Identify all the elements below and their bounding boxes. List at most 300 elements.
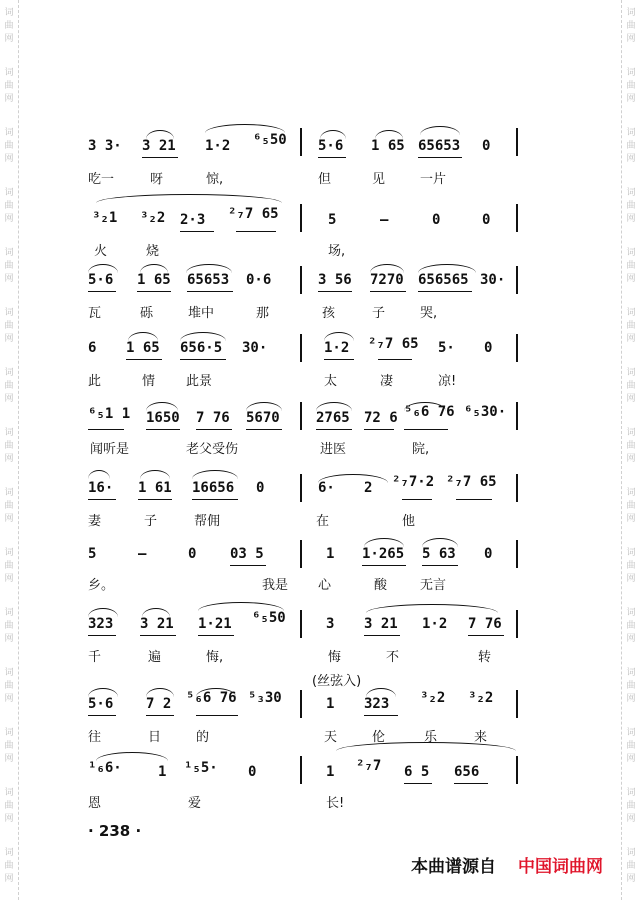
note-group: 656565	[418, 272, 469, 288]
lyric: 堆中	[188, 306, 215, 321]
watermark-glyph: 网	[4, 154, 14, 164]
lyric: 转	[478, 650, 492, 665]
watermark-glyph: 曲	[4, 381, 14, 391]
note-group: ²₇7	[356, 758, 382, 774]
watermark-glyph: 词	[626, 128, 636, 138]
watermark-glyph: 网	[626, 874, 636, 884]
watermark-glyph: 词	[4, 188, 14, 198]
beam	[196, 429, 232, 430]
watermark-glyph: 词	[4, 608, 14, 618]
note-group: 0	[188, 546, 197, 562]
note-group: 1·2	[324, 340, 350, 356]
bar-line	[300, 756, 302, 784]
lyric: 孩	[322, 306, 336, 321]
note-group: –	[380, 212, 389, 228]
lyric: 此景	[186, 374, 213, 389]
score-row	[0, 402, 640, 468]
lyric: 妻	[88, 514, 102, 529]
note-group: 1 65	[371, 138, 405, 154]
note-group: 16·	[88, 480, 114, 496]
note-group: ⁶₅50	[253, 132, 287, 148]
watermark-glyph: 词	[4, 848, 14, 858]
watermark-glyph: 网	[626, 34, 636, 44]
watermark-glyph: 词	[626, 68, 636, 78]
watermark-glyph: 网	[4, 694, 14, 704]
watermark-glyph: 网	[626, 334, 636, 344]
beam	[230, 565, 266, 566]
watermark-glyph: 词	[4, 68, 14, 78]
lyric: 惊,	[206, 172, 224, 187]
lyric: 见	[372, 172, 386, 187]
note-group: 1 65	[126, 340, 160, 356]
beam	[88, 291, 116, 292]
watermark-glyph: 网	[626, 574, 636, 584]
note-group: 3 56	[318, 272, 352, 288]
watermark-glyph: 曲	[626, 21, 636, 31]
lyric: 情	[142, 374, 156, 389]
lyric: 凄	[380, 374, 394, 389]
lyric: 日	[148, 730, 162, 745]
beam	[246, 429, 282, 430]
watermark-glyph: 词	[626, 548, 636, 558]
note-group: 2765	[316, 410, 350, 426]
beam	[138, 499, 172, 500]
note-group: 0	[484, 340, 493, 356]
watermark-glyph: 词	[4, 548, 14, 558]
watermark-glyph: 词	[4, 668, 14, 678]
beam	[198, 635, 234, 636]
note-group: 656	[454, 764, 480, 780]
slur	[316, 402, 352, 411]
lyric: 悔	[328, 650, 342, 665]
watermark-glyph: 网	[626, 214, 636, 224]
beam	[422, 565, 458, 566]
note-group: 65653	[418, 138, 461, 154]
beam	[316, 429, 352, 430]
watermark-glyph: 网	[626, 274, 636, 284]
lyric: 帮佣	[194, 514, 221, 529]
slur	[324, 332, 354, 341]
watermark-glyph: 曲	[4, 261, 14, 271]
note-group: 1	[326, 696, 335, 712]
slur	[88, 688, 118, 697]
note-group: ⁵₆6 76	[404, 404, 455, 420]
lyric: 吃一	[88, 172, 115, 187]
note-group: ¹₆6·	[88, 760, 122, 776]
watermark-glyph: 词	[4, 128, 14, 138]
lyric: 来	[474, 730, 488, 745]
slur	[146, 402, 178, 411]
slur	[370, 264, 404, 273]
lyric: 伦	[372, 730, 386, 745]
bar-line	[516, 540, 518, 568]
watermark-glyph: 曲	[626, 861, 636, 871]
beam	[318, 291, 352, 292]
watermark-glyph: 词	[4, 248, 14, 258]
beam	[468, 635, 504, 636]
slur	[205, 124, 285, 133]
note-group: 5	[328, 212, 337, 228]
lyric: 他	[402, 514, 416, 529]
note-group: ²₇7 65	[368, 336, 419, 352]
beam	[418, 157, 462, 158]
beam	[180, 231, 214, 232]
note-group: –	[138, 546, 147, 562]
lyric: 无言	[420, 578, 447, 593]
beam	[126, 359, 162, 360]
watermark-glyph: 词	[626, 848, 636, 858]
beam	[180, 359, 226, 360]
bar-line	[516, 128, 518, 156]
watermark-glyph: 曲	[626, 681, 636, 691]
watermark-glyph: 网	[4, 214, 14, 224]
bar-line	[516, 756, 518, 784]
note-group: ⁶₅30·	[464, 404, 507, 420]
note-group: 6	[88, 340, 97, 356]
lyric: 的	[196, 730, 210, 745]
watermark-glyph: 曲	[4, 861, 14, 871]
note-group: ⁵₃30	[248, 690, 282, 706]
beam	[370, 291, 406, 292]
score-row	[0, 688, 640, 754]
watermark-glyph: 网	[626, 814, 636, 824]
beam	[364, 429, 394, 430]
note-group: 1 65	[137, 272, 171, 288]
bar-line	[300, 474, 302, 502]
lyric: 此	[88, 374, 102, 389]
watermark-glyph: 曲	[4, 801, 14, 811]
note-group: 1·2	[205, 138, 231, 154]
watermark-glyph: 曲	[4, 501, 14, 511]
note-group: 1·265	[362, 546, 405, 562]
watermark-glyph: 曲	[4, 81, 14, 91]
note-group: ²₇7 65	[446, 474, 497, 490]
beam	[318, 157, 346, 158]
lyric: 乡。	[88, 578, 115, 593]
watermark-glyph: 曲	[626, 501, 636, 511]
note-group: 1	[326, 546, 335, 562]
note-group: 7 2	[146, 696, 172, 712]
lyric: 瓦	[88, 306, 102, 321]
lyric: 老父受伤	[186, 442, 239, 457]
slur	[180, 332, 226, 341]
watermark-glyph: 曲	[4, 441, 14, 451]
lyric: 爱	[188, 796, 202, 811]
watermark-glyph: 曲	[626, 441, 636, 451]
score-row	[0, 266, 640, 332]
beam	[324, 359, 354, 360]
watermark-glyph: 曲	[4, 621, 14, 631]
bar-line	[300, 610, 302, 638]
slur	[366, 688, 396, 697]
beam	[88, 635, 116, 636]
score-row	[0, 540, 640, 606]
beam	[146, 429, 180, 430]
lyric: 闻听是	[90, 442, 130, 457]
note-group: 7270	[370, 272, 404, 288]
note-group: 0	[432, 212, 441, 228]
watermark-glyph: 词	[626, 248, 636, 258]
beam	[196, 715, 238, 716]
watermark-glyph: 词	[626, 668, 636, 678]
note-group: ³₂2	[420, 690, 446, 706]
note-group: 6 5	[404, 764, 430, 780]
watermark-glyph: 网	[4, 634, 14, 644]
watermark-glyph: 曲	[4, 741, 14, 751]
watermark-glyph: 网	[626, 154, 636, 164]
lyric: 遍	[148, 650, 162, 665]
beam	[402, 499, 432, 500]
beam	[187, 291, 233, 292]
lyric: 酸	[374, 578, 388, 593]
watermark-glyph: 曲	[4, 201, 14, 211]
watermark-glyph: 网	[4, 334, 14, 344]
note-group: ²₇7·2	[392, 474, 435, 490]
bar-line	[300, 334, 302, 362]
watermark-glyph: 网	[626, 454, 636, 464]
beam	[142, 157, 178, 158]
note-group: 3 21	[364, 616, 398, 632]
note-group: ¹₅5·	[184, 760, 218, 776]
note-group: 1650	[146, 410, 180, 426]
note-group: 16656	[192, 480, 235, 496]
note-group: 5670	[246, 410, 280, 426]
score-row	[0, 608, 640, 674]
note-group: 3 3·	[88, 138, 122, 154]
watermark-glyph: 词	[626, 188, 636, 198]
note-group: 6·	[318, 480, 335, 496]
slur	[96, 194, 282, 203]
beam	[146, 715, 174, 716]
watermark-glyph: 网	[4, 574, 14, 584]
lyric: 但	[318, 172, 332, 187]
bar-line	[300, 204, 302, 232]
lyric: 往	[88, 730, 102, 745]
watermark-glyph: 词	[626, 788, 636, 798]
note-group: 1·2	[422, 616, 448, 632]
note-group: 1	[326, 764, 335, 780]
beam	[404, 783, 432, 784]
lyric: 一片	[420, 172, 447, 187]
bar-line	[300, 402, 302, 430]
lyric: 那	[256, 306, 270, 321]
instrument-annotation: (丝弦入)	[312, 674, 362, 689]
source-site-link[interactable]: 中国词曲网	[518, 857, 603, 877]
slur	[318, 474, 388, 483]
lyric: 子	[144, 514, 158, 529]
bar-line	[300, 690, 302, 718]
score-row	[0, 128, 640, 194]
watermark-glyph: 网	[4, 874, 14, 884]
note-group: ³₂2	[468, 690, 494, 706]
lyric: 长!	[326, 796, 345, 811]
note-group: 5·6	[318, 138, 344, 154]
watermark-glyph: 曲	[626, 141, 636, 151]
watermark-glyph: 词	[626, 428, 636, 438]
watermark-glyph: 网	[4, 514, 14, 524]
note-group: 0	[482, 212, 491, 228]
watermark-glyph: 词	[626, 488, 636, 498]
watermark-glyph: 网	[4, 394, 14, 404]
watermark-glyph: 词	[626, 308, 636, 318]
lyric: 子	[372, 306, 386, 321]
note-group: 65653	[187, 272, 230, 288]
beam	[454, 783, 488, 784]
bar-line	[516, 474, 518, 502]
watermark-glyph: 词	[4, 728, 14, 738]
watermark-glyph: 曲	[626, 741, 636, 751]
note-group: 7 76	[468, 616, 502, 632]
note-group: 0·6	[246, 272, 272, 288]
beam	[88, 715, 116, 716]
lyric: 千	[88, 650, 102, 665]
note-group: 72 6	[364, 410, 398, 426]
note-group: 5·	[438, 340, 455, 356]
note-group: 0	[482, 138, 491, 154]
watermark-glyph: 网	[4, 274, 14, 284]
slur	[140, 470, 170, 479]
watermark-glyph: 曲	[4, 561, 14, 571]
watermark-glyph: 网	[626, 634, 636, 644]
watermark-glyph: 曲	[626, 81, 636, 91]
note-group: ³₂2	[140, 210, 166, 226]
source-label: 本曲谱源自	[411, 857, 496, 877]
slur	[320, 130, 346, 139]
bar-line	[300, 540, 302, 568]
lyric: 院,	[412, 442, 430, 457]
score-row	[0, 334, 640, 400]
score-row	[0, 756, 640, 822]
watermark-glyph: 网	[626, 94, 636, 104]
watermark-glyph: 网	[4, 94, 14, 104]
beam	[88, 499, 116, 500]
page-number: · 238 ·	[88, 822, 142, 840]
watermark-glyph: 词	[4, 428, 14, 438]
lyric: 火	[94, 244, 108, 259]
score-row	[0, 198, 640, 264]
watermark-glyph: 网	[4, 814, 14, 824]
lyric: 烧	[146, 244, 160, 259]
watermark-glyph: 网	[626, 394, 636, 404]
watermark-glyph: 曲	[4, 21, 14, 31]
slur	[142, 608, 170, 617]
note-group: 656·5	[180, 340, 223, 356]
lyric: 在	[316, 514, 330, 529]
note-group: 0	[256, 480, 265, 496]
note-group: 5	[88, 546, 97, 562]
lyric: 哭,	[420, 306, 438, 321]
note-group: 5 63	[422, 546, 456, 562]
note-group: 03 5	[230, 546, 264, 562]
lyric: 进医	[320, 442, 347, 457]
watermark-glyph: 曲	[626, 261, 636, 271]
watermark-glyph: 词	[4, 368, 14, 378]
watermark-glyph: 词	[4, 8, 14, 18]
lyric: 心	[318, 578, 332, 593]
note-group: ²₇7 65	[228, 206, 279, 222]
lyric: 太	[324, 374, 338, 389]
note-group: 1 61	[138, 480, 172, 496]
note-group: 0	[484, 546, 493, 562]
watermark-glyph: 曲	[4, 681, 14, 691]
note-group: 30·	[242, 340, 268, 356]
watermark-glyph: 词	[626, 8, 636, 18]
lyric: 我是	[262, 578, 289, 593]
beam	[140, 635, 176, 636]
note-group: 1	[158, 764, 167, 780]
bar-line	[300, 128, 302, 156]
watermark-glyph: 网	[626, 514, 636, 524]
watermark-glyph: 词	[626, 608, 636, 618]
slur	[88, 608, 118, 617]
lyric: 凉!	[438, 374, 457, 389]
watermark-glyph: 曲	[626, 621, 636, 631]
note-group: 323	[88, 616, 114, 632]
beam	[378, 359, 412, 360]
bar-line	[516, 402, 518, 430]
beam	[137, 291, 171, 292]
score-row	[0, 472, 640, 538]
slur	[192, 470, 238, 479]
bar-line	[516, 334, 518, 362]
slur	[186, 264, 232, 273]
watermark-glyph: 曲	[626, 381, 636, 391]
lyric: 不	[386, 650, 400, 665]
bar-line	[516, 266, 518, 294]
lyric: 呀	[150, 172, 164, 187]
lyric: 悔,	[206, 650, 224, 665]
note-group: 3 21	[140, 616, 174, 632]
watermark-glyph: 词	[4, 308, 14, 318]
note-group: 30·	[480, 272, 506, 288]
slur	[128, 332, 158, 341]
watermark-glyph: 曲	[626, 561, 636, 571]
bar-line	[516, 204, 518, 232]
watermark-glyph: 曲	[626, 201, 636, 211]
note-group: 3	[326, 616, 335, 632]
slur	[364, 538, 404, 547]
slur	[418, 264, 476, 273]
note-group: 0	[248, 764, 257, 780]
beam	[362, 565, 406, 566]
watermark-glyph: 网	[4, 454, 14, 464]
note-group: 5·6	[88, 272, 114, 288]
beam	[404, 429, 448, 430]
lyric: 乐	[424, 730, 438, 745]
beam	[236, 231, 276, 232]
slur	[88, 264, 118, 273]
beam	[418, 291, 472, 292]
bar-line	[516, 610, 518, 638]
note-group: ⁶₅1 1	[88, 406, 131, 422]
watermark-glyph: 曲	[4, 141, 14, 151]
watermark-glyph: 网	[4, 34, 14, 44]
note-group: 1·21	[198, 616, 232, 632]
slur	[146, 688, 174, 697]
slur	[246, 402, 282, 411]
slur	[88, 470, 110, 479]
watermark-glyph: 词	[626, 728, 636, 738]
watermark-glyph: 曲	[4, 321, 14, 331]
bar-line	[300, 266, 302, 294]
slur	[375, 130, 403, 139]
slur	[422, 538, 458, 547]
note-group: 2·3	[180, 212, 206, 228]
beam	[456, 499, 492, 500]
note-group: 7 76	[196, 410, 230, 426]
watermark-glyph: 曲	[626, 801, 636, 811]
watermark-glyph: 网	[626, 754, 636, 764]
